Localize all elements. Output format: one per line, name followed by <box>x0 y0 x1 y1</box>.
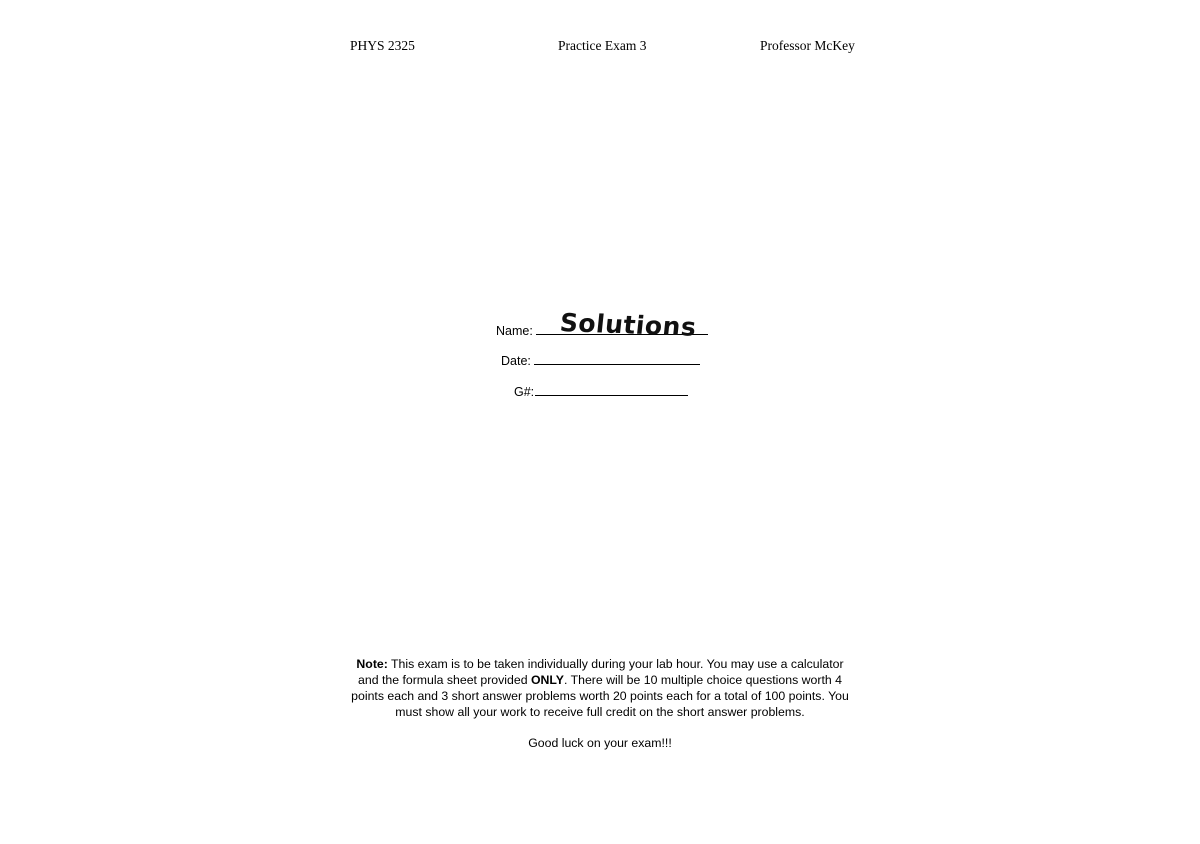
note-label: Note: <box>356 657 388 671</box>
handwritten-name-solutions: Solutions <box>558 308 698 342</box>
date-field-line[interactable] <box>534 353 700 365</box>
note-text-part1: This exam is to be taken individually during your lab hour. You may use a calculator and the formula sheet provided <box>358 657 844 687</box>
date-field-row <box>501 353 700 368</box>
professor-name: Professor McKey <box>760 38 855 53</box>
note-text-part2: . There will be 10 multiple choice questions worth 4 points each and 3 short answer problems worth 20 points each for a total of 100 points. You must show all your work to receive full credit on the short answer problems. <box>351 673 849 719</box>
name-label: Name: <box>496 324 533 338</box>
note-emphasis-only: ONLY <box>530 673 564 687</box>
course-code: PHYS 2325 <box>350 38 415 53</box>
date-label: Date: <box>501 354 531 368</box>
gnumber-field-line[interactable] <box>535 384 688 396</box>
gnumber-field-row <box>514 384 688 399</box>
gnumber-label: G#: <box>514 385 535 399</box>
exam-instructions-note <box>350 656 850 720</box>
exam-title: Practice Exam 3 <box>558 38 647 53</box>
good-luck-message: Good luck on your exam!!! <box>528 736 672 750</box>
